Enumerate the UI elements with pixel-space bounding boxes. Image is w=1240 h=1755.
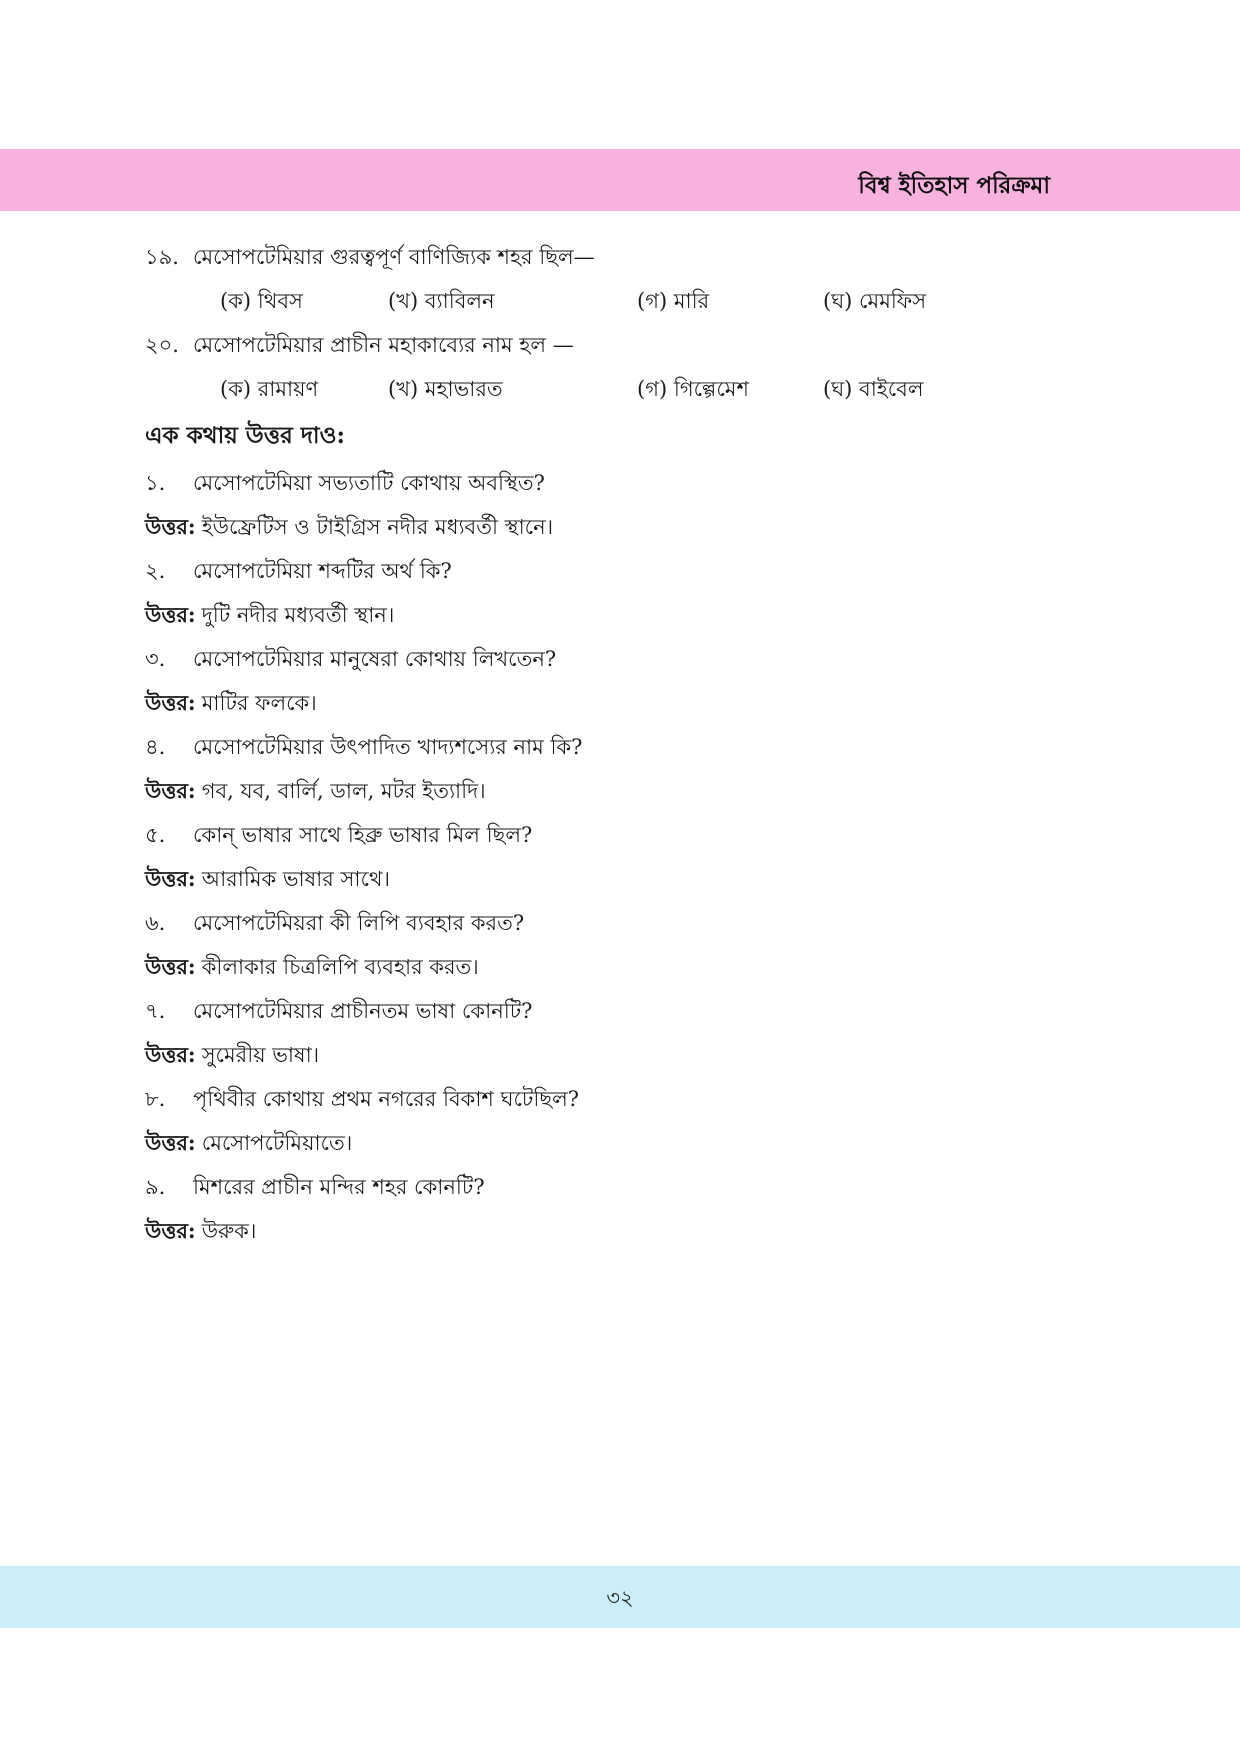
answer-text: মাটির ফলকে। <box>201 691 317 715</box>
option-ga: (গ) মারি <box>637 289 710 313</box>
question-number: ৬. <box>145 911 166 935</box>
option-ka: (ক) রামায়ণ <box>220 377 319 401</box>
question-number: ৭. <box>145 999 166 1023</box>
page-number: ৩২ <box>606 1586 634 1610</box>
option-kha: (খ) মহাভারত <box>388 377 503 401</box>
qa-answer <box>145 769 1105 813</box>
qa-question <box>145 901 1105 945</box>
mcq-options <box>145 279 1105 323</box>
question-text: মিশরের প্রাচীন মন্দির শহর কোনটি? <box>193 1175 485 1199</box>
header-band <box>0 149 1240 211</box>
answer-text: সুমেরীয় ভাষা। <box>201 1043 320 1067</box>
option-ga: (গ) গিল্গেমেশ <box>637 377 749 401</box>
mcq-question <box>145 235 1105 279</box>
qa-answer <box>145 857 1105 901</box>
qa-question <box>145 549 1105 593</box>
question-text: মেসোপটেমিয়ার প্রাচীনতম ভাষা কোনটি? <box>193 999 533 1023</box>
question-number: ১. <box>145 471 166 495</box>
qa-answer <box>145 505 1105 549</box>
question-number: ১৯. <box>145 245 179 269</box>
answer-text: দুটি নদীর মধ্যবর্তী স্থান। <box>201 603 395 627</box>
qa-question <box>145 1077 1105 1121</box>
option-gha: (ঘ) মেমফিস <box>823 289 927 313</box>
answer-text: কীলাকার চিত্রলিপি ব্যবহার করত। <box>201 955 479 979</box>
option-gha: (ঘ) বাইবেল <box>823 377 924 401</box>
qa-question <box>145 637 1105 681</box>
question-text: মেসোপটেমিয়া শব্দটির অর্থ কি? <box>193 559 452 583</box>
qa-question <box>145 1165 1105 1209</box>
question-number: ৯. <box>145 1175 166 1199</box>
question-text: মেসোপটেমিয়রা কী লিপি ব্যবহার করত? <box>193 911 525 935</box>
answer-label: উত্তর: <box>145 866 196 891</box>
section-heading: এক কথায় উত্তর দাও: <box>145 422 346 449</box>
question-text: মেসোপটেমিয়ার গুরত্বপূর্ণ বাণিজ্যিক শহর ছিল— <box>193 245 595 269</box>
qa-answer <box>145 945 1105 989</box>
question-text: কোন্ ভাষার সাথে হিব্রু ভাষার মিল ছিল? <box>193 823 533 847</box>
mcq-options <box>145 367 1105 411</box>
book-title: বিশ্ব ইতিহাস পরিক্রমা <box>858 172 1050 199</box>
question-text: মেসোপটেমিয়ার উৎপাদিত খাদ্যশস্যের নাম কি? <box>193 735 583 759</box>
answer-label: উত্তর: <box>145 778 196 803</box>
question-number: ৮. <box>145 1087 166 1111</box>
qa-answer <box>145 681 1105 725</box>
qa-answer <box>145 593 1105 637</box>
answer-text: মেসোপটেমিয়াতে। <box>201 1131 353 1155</box>
question-number: ৫. <box>145 823 166 847</box>
answer-text: ইউফ্রেটিস ও টাইগ্রিস নদীর মধ্যবর্তী স্থানে। <box>201 515 554 539</box>
answer-label: উত্তর: <box>145 690 196 715</box>
qa-question <box>145 725 1105 769</box>
answer-label: উত্তর: <box>145 954 196 979</box>
footer-band <box>0 1566 1240 1628</box>
question-text: পৃথিবীর কোথায় প্রথম নগরের বিকাশ ঘটেছিল? <box>193 1087 580 1111</box>
answer-label: উত্তর: <box>145 514 196 539</box>
qa-answer <box>145 1209 1105 1253</box>
answer-label: উত্তর: <box>145 1042 196 1067</box>
question-number: ৪. <box>145 735 166 759</box>
qa-question <box>145 461 1105 505</box>
page-content <box>145 235 1105 1253</box>
option-ka: (ক) থিবস <box>220 289 303 313</box>
question-text: মেসোপটেমিয়া সভ্যতাটি কোথায় অবস্থিত? <box>193 471 545 495</box>
question-number: ৩. <box>145 647 166 671</box>
answer-text: উরুক। <box>201 1219 257 1243</box>
question-number: ২. <box>145 559 166 583</box>
qa-answer <box>145 1121 1105 1165</box>
qa-question <box>145 813 1105 857</box>
question-number: ২০. <box>145 333 179 357</box>
option-kha: (খ) ব্যাবিলন <box>388 289 495 313</box>
qa-question <box>145 989 1105 1033</box>
answer-label: উত্তর: <box>145 1130 196 1155</box>
mcq-question <box>145 323 1105 367</box>
answer-label: উত্তর: <box>145 602 196 627</box>
qa-answer <box>145 1033 1105 1077</box>
question-text: মেসোপটেমিয়ার প্রাচীন মহাকাব্যের নাম হল — <box>193 333 574 357</box>
answer-label: উত্তর: <box>145 1218 196 1243</box>
question-text: মেসোপটেমিয়ার মানুষেরা কোথায় লিখতেন? <box>193 647 557 671</box>
answer-text: গব, যব, বার্লি, ডাল, মটর ইত্যাদি। <box>201 779 486 803</box>
answer-text: আরামিক ভাষার সাথে। <box>201 867 391 891</box>
